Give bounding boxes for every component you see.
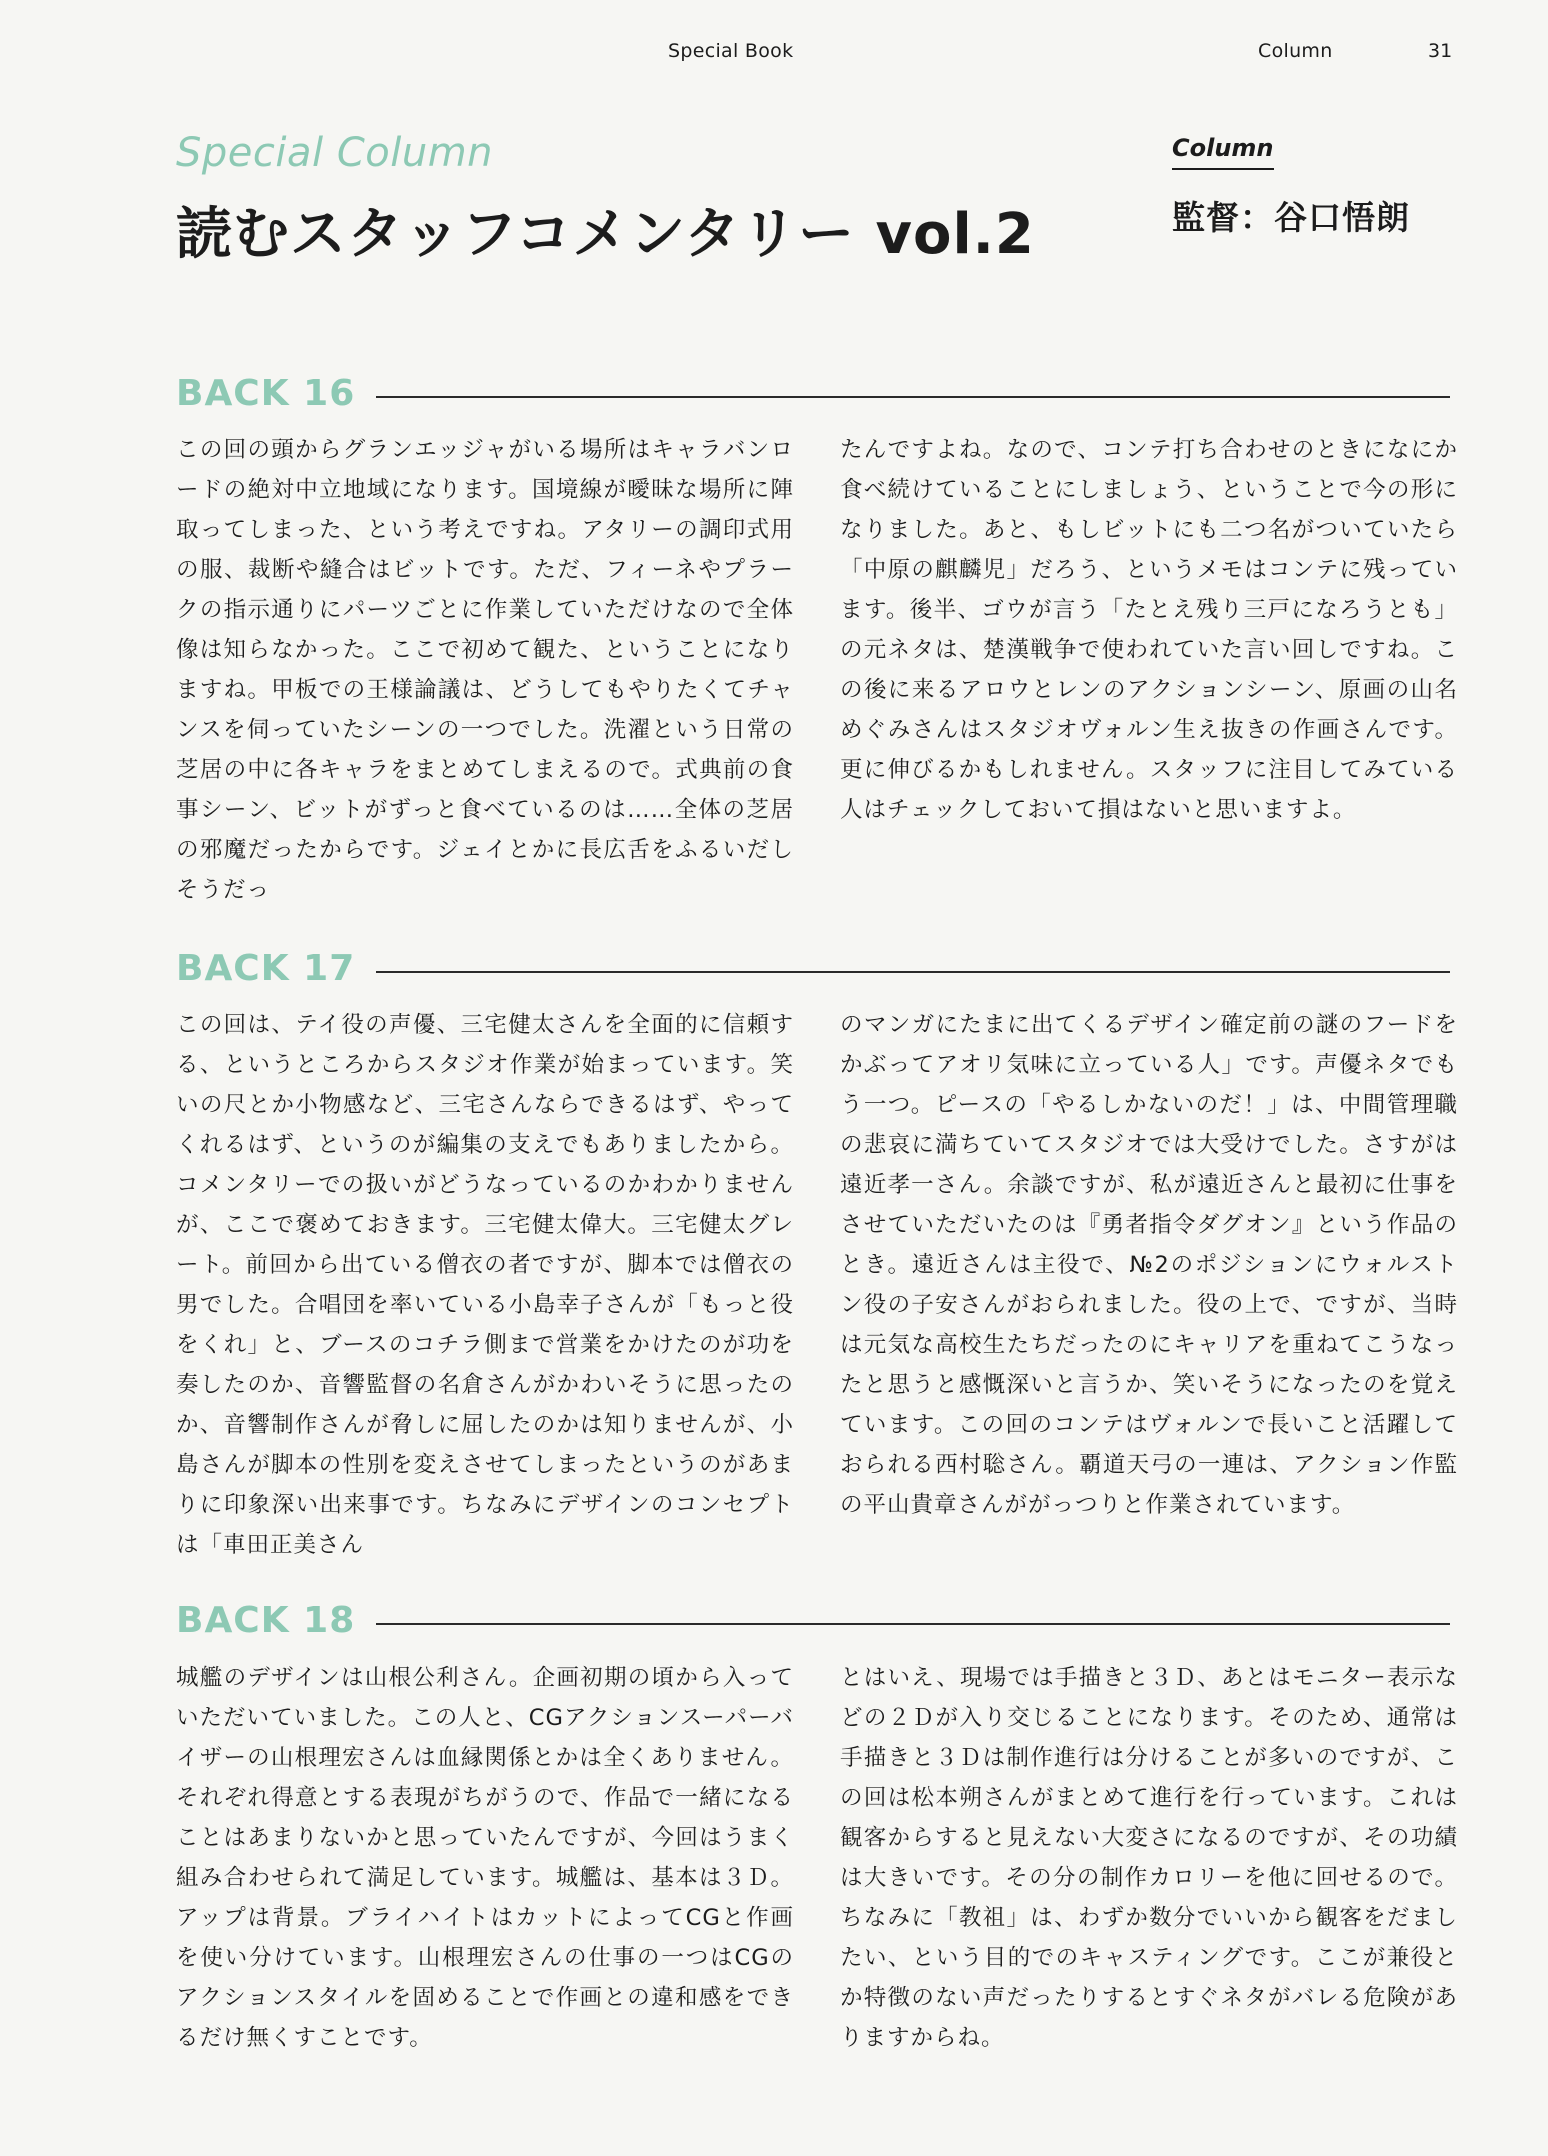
section-header-back16: [176, 373, 1450, 423]
title-kicker: Special Column: [176, 130, 494, 176]
section-back18-column-2: とはいえ、現場では手描きと３Ｄ、あとはモニター表示などの２Ｄが入り交じることになります。そのため、通常は手描きと３Ｄは制作進行は分けることが多いのですが、この回は松本朔さんがまとめて進行を行っています。これは観客からすると見えない大変さになるのですが、その功績は大きいです。その分の制作カロリーを他に回せるので。ちなみに「教祖」は、わずか数分でいいから観客をだましたい、という目的でのキャスティングです。ここが兼役とか特徴のない声だったりするとすぐネタがバレる危険がありますからね。: [840, 1665, 1458, 2051]
section-divider: [376, 396, 1450, 398]
section-divider: [376, 971, 1450, 973]
running-header-book: Special Book: [668, 40, 794, 62]
page-title: [176, 190, 1035, 270]
page-title-main: 読むスタッフコメンタリー: [176, 202, 855, 267]
section-back16-column-2: たんですよね。なので、コンテ打ち合わせのときになにか食べ続けていることにしましょう、ということで今の形になりました。あと、もしビットにも二つ名がついていたら「中原の麒麟児」だろう、というメモはコンテに残っています。後半、ゴウが言う「たとえ残り三戸になろうとも」の元ネタは、楚漢戦争で使われていた言い回しですね。この後に来るアロウとレンのアクションシーン、原画の山名めぐみさんはスタジオヴォルン生え抜きの作画さんです。更に伸びるかもしれません。スタッフに注目してみている人はチェックしておいて損はないと思いますよ。: [840, 437, 1458, 823]
section-back18-column-1: 城艦のデザインは山根公利さん。企画初期の頃から入っていただいていました。この人と、CGアクションスーパーバイザーの山根理宏さんは血縁関係とかは全くありません。それぞれ得意とする表現がちがうので、作品で一緒になることはあまりないかと思っていたんですが、今回はうまく組み合わせられて満足しています。城艦は、基本は３Ｄ。アップは背景。ブライハイトはカットによってCGと作画を使い分けています。山根理宏さんの仕事の一つはCGのアクションスタイルを固めることで作画との違和感をできるだけ無くすことです。: [176, 1665, 794, 2051]
column-tag: Column: [1172, 134, 1274, 170]
section-header-back17: [176, 948, 1450, 998]
section-back17-column-1: この回は、テイ役の声優、三宅健太さんを全面的に信頼する、というところからスタジオ作業が始まっています。笑いの尺とか小物感など、三宅さんならできるはず、やってくれるはず、というのが編集の支えでもありましたから。コメンタリーでの扱いがどうなっているのかわかりませんが、ここで褒めておきます。三宅健太偉大。三宅健太グレート。前回から出ている僧衣の者ですが、脚本では僧衣の男でした。合唱団を率いている小島幸子さんが「もっと役をくれ」と、ブースのコチラ側まで営業をかけたのが功を奏したのか、音響監督の名倉さんがかわいそうに思ったのか、音響制作さんが脅しに屈したのかは知りませんが、小島さんが脚本の性別を変えさせてしまったというのがあまりに印象深い出来事です。ちなみにデザインのコンセプトは「車田正美さん: [176, 1012, 794, 1558]
section-label: BACK 18: [176, 1600, 356, 1641]
page-title-volume: vol.2: [875, 202, 1035, 267]
section-label: BACK 16: [176, 373, 356, 414]
section-divider: [376, 1623, 1450, 1625]
running-header-section: Column: [1258, 40, 1333, 62]
author-byline: 監督：谷口悟朗: [1172, 198, 1410, 237]
section-back16-column-1: この回の頭からグランエッジャがいる場所はキャラバンロードの絶対中立地域になります。国境線が曖昧な場所に陣取ってしまった、という考えですね。アタリーの調印式用の服、裁断や縫合はビットです。ただ、フィーネやプラークの指示通りにパーツごとに作業していただけなので全体像は知らなかった。ここで初めて観た、ということになりますね。甲板での王様論議は、どうしてもやりたくてチャンスを伺っていたシーンの一つでした。洗濯という日常の芝居の中に各キャラをまとめてしまえるので。式典前の食事シーン、ビットがずっと食べているのは……全体の芝居の邪魔だったからです。ジェイとかに長広舌をふるいだしそうだっ: [176, 437, 794, 903]
section-header-back18: [176, 1600, 1450, 1650]
section-back17-column-2: のマンガにたまに出てくるデザイン確定前の謎のフードをかぶってアオリ気味に立っている人」です。声優ネタでもう一つ。ピースの「やるしかないのだ！」は、中間管理職の悲哀に満ちていてスタジオでは大受けでした。さすがは遠近孝一さん。余談ですが、私が遠近さんと最初に仕事をさせていただいたのは『勇者指令ダグオン』という作品のとき。遠近さんは主役で、№2のポジションにウォルストン役の子安さんがおられました。役の上で、ですが、当時は元気な高校生たちだったのにキャリアを重ねてこうなったと思うと感慨深いと言うか、笑いそうになったのを覚えています。この回のコンテはヴォルンで長いこと活躍しておられる西村聡さん。覇道天弓の一連は、アクション作監の平山貴章さんががっつりと作業されています。: [840, 1012, 1458, 1518]
page-number: 31: [1428, 40, 1453, 62]
section-label: BACK 17: [176, 948, 356, 989]
